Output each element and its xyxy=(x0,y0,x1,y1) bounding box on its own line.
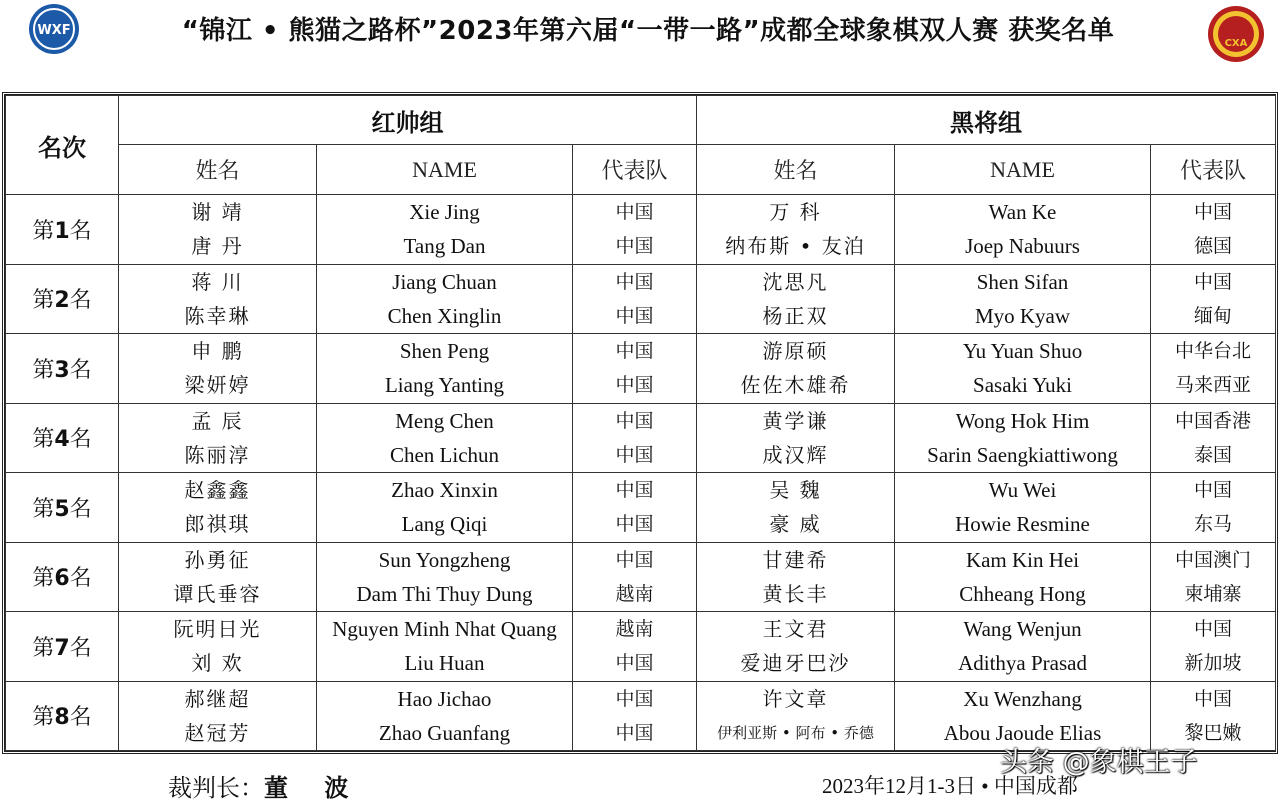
table-row xyxy=(6,473,1276,543)
red-team-cell xyxy=(573,334,697,404)
referee-name: 董 波 xyxy=(264,773,363,802)
black-team-cell xyxy=(1151,473,1276,543)
table-row xyxy=(6,612,1276,682)
black-player-team: 德国 xyxy=(1194,235,1233,258)
black-cn-cell xyxy=(697,542,895,612)
black-player-cn: 伊利亚斯 • 阿布 • 乔德 xyxy=(717,723,874,742)
rank-number: 6 xyxy=(54,566,70,592)
rank-cell xyxy=(6,403,119,473)
red-team-cell xyxy=(573,403,697,473)
red-player-en: Nguyen Minh Nhat Quang xyxy=(332,617,557,642)
rank-cell xyxy=(6,334,119,404)
rank-number: 8 xyxy=(54,705,70,731)
rank-cell xyxy=(6,612,119,682)
red-player-team: 中国 xyxy=(615,687,654,710)
rank-number: 4 xyxy=(54,427,70,453)
red-name-en-header: NAME xyxy=(317,145,573,195)
black-en-cell xyxy=(895,473,1151,543)
black-player-en: Wu Wei xyxy=(988,478,1057,503)
black-player-cn: 纳布斯 • 友泊 xyxy=(725,234,866,259)
black-team-cell xyxy=(1151,264,1276,334)
rank-suffix: 名 xyxy=(69,496,92,522)
black-player-team: 中国 xyxy=(1194,479,1233,502)
red-player-team: 中国 xyxy=(615,270,654,293)
black-team-cell xyxy=(1151,612,1276,682)
black-player-cn: 杨正双 xyxy=(762,303,829,328)
rank-prefix: 第 xyxy=(32,427,55,453)
red-player-en: Dam Thi Thuy Dung xyxy=(356,581,533,606)
black-team-header: 代表队 xyxy=(1151,145,1276,195)
black-player-team: 中国 xyxy=(1194,618,1233,641)
red-player-cn: 陈丽淳 xyxy=(184,442,251,467)
black-name-cn-header: 姓名 xyxy=(697,145,895,195)
red-en-cell xyxy=(317,542,573,612)
black-player-cn: 万 科 xyxy=(769,200,822,225)
red-player-cn: 谢 靖 xyxy=(191,200,244,225)
wxf-logo xyxy=(24,3,82,55)
black-player-cn: 王文君 xyxy=(762,617,829,642)
black-team-cell xyxy=(1151,403,1276,473)
black-player-en: Sasaki Yuki xyxy=(973,373,1072,398)
awards-table-body xyxy=(6,195,1276,751)
black-player-en: Adithya Prasad xyxy=(958,651,1087,676)
red-player-cn: 陈幸琳 xyxy=(184,303,251,328)
red-player-cn: 阮明日光 xyxy=(173,617,262,642)
red-player-en: Liang Yanting xyxy=(384,373,504,398)
red-player-en: Liu Huan xyxy=(404,651,485,676)
red-player-cn: 申 鹏 xyxy=(191,339,244,364)
table-row xyxy=(6,542,1276,612)
red-player-cn: 唐 丹 xyxy=(191,234,244,259)
red-group-header: 红帅组 xyxy=(119,96,697,145)
red-cn-cell xyxy=(119,403,317,473)
black-player-en: Xu Wenzhang xyxy=(963,686,1082,711)
black-player-cn: 甘建希 xyxy=(762,547,829,572)
black-cn-cell xyxy=(697,681,895,751)
red-player-cn: 赵冠芳 xyxy=(184,720,251,745)
red-team-cell xyxy=(573,612,697,682)
red-cn-cell xyxy=(119,681,317,751)
table-row xyxy=(6,264,1276,334)
black-en-cell xyxy=(895,612,1151,682)
red-en-cell xyxy=(317,195,573,265)
black-team-cell xyxy=(1151,542,1276,612)
black-en-cell xyxy=(895,542,1151,612)
red-player-en: Zhao Guanfang xyxy=(378,720,511,745)
black-cn-cell xyxy=(697,403,895,473)
red-en-cell xyxy=(317,403,573,473)
rank-suffix: 名 xyxy=(69,566,92,592)
black-cn-cell xyxy=(697,473,895,543)
red-player-cn: 赵鑫鑫 xyxy=(184,478,251,503)
rank-cell xyxy=(6,542,119,612)
red-en-cell xyxy=(317,681,573,751)
black-team-cell xyxy=(1151,334,1276,404)
red-player-en: Hao Jichao xyxy=(397,686,492,711)
black-player-en: Joep Nabuurs xyxy=(965,234,1080,259)
red-player-cn: 谭氏垂容 xyxy=(173,581,262,606)
red-team-cell xyxy=(573,542,697,612)
rank-cell xyxy=(6,473,119,543)
black-player-en: Kam Kin Hei xyxy=(965,547,1080,572)
black-player-cn: 佐佐木雄希 xyxy=(740,373,851,398)
red-en-cell xyxy=(317,473,573,543)
red-cn-cell xyxy=(119,612,317,682)
black-player-cn: 成汉辉 xyxy=(762,442,829,467)
red-cn-cell xyxy=(119,542,317,612)
black-cn-cell xyxy=(697,195,895,265)
red-cn-cell xyxy=(119,195,317,265)
rank-prefix: 第 xyxy=(32,357,55,383)
black-player-en: Wong Hok Him xyxy=(955,408,1090,433)
red-team-cell xyxy=(573,473,697,543)
red-player-team: 中国 xyxy=(615,548,654,571)
rank-number: 7 xyxy=(54,635,70,661)
rank-suffix: 名 xyxy=(69,218,92,244)
red-player-en: Sun Yongzheng xyxy=(378,547,511,572)
red-player-team: 中国 xyxy=(615,340,654,363)
black-name-en-header: NAME xyxy=(895,145,1151,195)
watermark: 头条 @象棋王子 xyxy=(1000,747,1198,778)
black-en-cell xyxy=(895,195,1151,265)
black-player-cn: 黄长丰 xyxy=(762,581,829,606)
rank-suffix: 名 xyxy=(69,288,92,314)
black-en-cell xyxy=(895,334,1151,404)
black-player-en: Howie Resmine xyxy=(955,512,1090,537)
black-player-en: Yu Yuan Shuo xyxy=(962,339,1083,364)
red-player-team: 越南 xyxy=(615,582,654,605)
table-row xyxy=(6,334,1276,404)
red-player-team: 中国 xyxy=(615,374,654,397)
black-player-team: 东马 xyxy=(1194,513,1233,536)
black-player-en: Myo Kyaw xyxy=(974,303,1071,328)
red-player-cn: 梁妍婷 xyxy=(184,373,251,398)
red-cn-cell xyxy=(119,264,317,334)
black-player-en: Shen Sifan xyxy=(976,269,1069,294)
rank-cell xyxy=(6,681,119,751)
red-player-team: 中国 xyxy=(615,304,654,327)
red-en-cell xyxy=(317,264,573,334)
red-player-team: 中国 xyxy=(615,479,654,502)
red-team-cell xyxy=(573,681,697,751)
black-player-team: 泰国 xyxy=(1194,443,1233,466)
black-player-team: 黎巴嫩 xyxy=(1184,721,1242,744)
red-player-en: Tang Dan xyxy=(403,234,486,259)
red-player-team: 中国 xyxy=(615,721,654,744)
rank-number: 1 xyxy=(54,218,70,244)
rank-prefix: 第 xyxy=(32,218,55,244)
red-player-cn: 蒋 川 xyxy=(191,269,244,294)
red-player-cn: 郎祺琪 xyxy=(184,512,251,537)
red-cn-cell xyxy=(119,473,317,543)
rank-number: 5 xyxy=(54,496,70,522)
table-row xyxy=(6,195,1276,265)
rank-prefix: 第 xyxy=(32,566,55,592)
black-en-cell xyxy=(895,264,1151,334)
rank-prefix: 第 xyxy=(32,288,55,314)
red-player-team: 中国 xyxy=(615,235,654,258)
cxa-logo xyxy=(1205,4,1267,64)
rank-header: 名次 xyxy=(6,96,119,195)
rank-suffix: 名 xyxy=(69,635,92,661)
black-player-team: 缅甸 xyxy=(1194,304,1233,327)
red-player-team: 中国 xyxy=(615,652,654,675)
black-player-cn: 许文章 xyxy=(762,686,829,711)
red-player-team: 中国 xyxy=(615,513,654,536)
rank-suffix: 名 xyxy=(69,427,92,453)
red-player-team: 越南 xyxy=(615,618,654,641)
rank-number: 2 xyxy=(54,288,70,314)
black-cn-cell xyxy=(697,264,895,334)
black-player-cn: 爱迪牙巴沙 xyxy=(740,651,851,676)
wxf-logo-text: WXF xyxy=(37,23,71,38)
rank-cell xyxy=(6,195,119,265)
black-player-cn: 豪 威 xyxy=(769,512,822,537)
rank-number: 3 xyxy=(54,357,70,383)
black-en-cell xyxy=(895,403,1151,473)
red-en-cell xyxy=(317,612,573,682)
rank-prefix: 第 xyxy=(32,705,55,731)
black-player-team: 马来西亚 xyxy=(1175,374,1252,397)
black-player-cn: 游原硕 xyxy=(762,339,829,364)
rank-suffix: 名 xyxy=(69,357,92,383)
black-player-en: Sarin Saengkiattiwong xyxy=(927,442,1118,467)
red-team-cell xyxy=(573,195,697,265)
red-player-team: 中国 xyxy=(615,201,654,224)
black-team-cell xyxy=(1151,195,1276,265)
black-player-team: 新加坡 xyxy=(1184,652,1242,675)
black-player-team: 中国澳门 xyxy=(1175,548,1252,571)
red-player-en: Xie Jing xyxy=(409,200,480,225)
rank-suffix: 名 xyxy=(69,705,92,731)
black-group-header: 黑将组 xyxy=(697,96,1276,145)
black-player-en: Wang Wenjun xyxy=(963,617,1082,642)
black-cn-cell xyxy=(697,612,895,682)
red-player-team: 中国 xyxy=(615,443,654,466)
red-player-en: Shen Peng xyxy=(399,339,490,364)
black-player-team: 柬埔寨 xyxy=(1184,582,1242,605)
red-player-en: Chen Lichun xyxy=(389,442,500,467)
red-player-team: 中国 xyxy=(615,409,654,432)
red-player-cn: 郝继超 xyxy=(184,686,251,711)
date-place: 2023年12月1-3日 • 中国成都 xyxy=(822,774,1078,798)
red-player-cn: 孟 辰 xyxy=(191,408,244,433)
red-player-en: Meng Chen xyxy=(395,408,494,433)
black-player-en: Abou Jaoude Elias xyxy=(943,720,1102,745)
referee-line xyxy=(168,768,362,803)
red-player-cn: 刘 欢 xyxy=(191,651,244,676)
black-player-team: 中国 xyxy=(1194,201,1233,224)
black-player-cn: 黄学谦 xyxy=(762,408,829,433)
red-name-cn-header: 姓名 xyxy=(119,145,317,195)
red-team-header: 代表队 xyxy=(573,145,697,195)
red-player-cn: 孙勇征 xyxy=(184,547,251,572)
rank-cell xyxy=(6,264,119,334)
page-title: “锦江 • 熊猫之路杯”2023年第六届“一带一路”成都全球象棋双人赛 获奖名单 xyxy=(181,16,1115,46)
red-en-cell xyxy=(317,334,573,404)
black-cn-cell xyxy=(697,334,895,404)
red-cn-cell xyxy=(119,334,317,404)
black-player-team: 中国 xyxy=(1194,687,1233,710)
black-player-en: Wan Ke xyxy=(988,200,1057,225)
rank-prefix: 第 xyxy=(32,496,55,522)
red-player-en: Jiang Chuan xyxy=(392,269,497,294)
red-player-en: Chen Xinglin xyxy=(387,303,502,328)
red-team-cell xyxy=(573,264,697,334)
black-player-team: 中国香港 xyxy=(1175,409,1252,432)
black-player-team: 中国 xyxy=(1194,270,1233,293)
red-player-en: Zhao Xinxin xyxy=(391,478,498,503)
referee-label: 裁判长： xyxy=(168,774,264,802)
black-player-team: 中华台北 xyxy=(1175,340,1252,363)
black-player-cn: 沈思凡 xyxy=(762,269,829,294)
table-row xyxy=(6,403,1276,473)
red-player-en: Lang Qiqi xyxy=(401,512,488,537)
black-player-en: Chheang Hong xyxy=(959,581,1086,606)
cxa-logo-text: CXA xyxy=(1224,38,1248,49)
awards-table xyxy=(5,95,1276,751)
black-player-cn: 吴 魏 xyxy=(769,478,822,503)
rank-prefix: 第 xyxy=(32,635,55,661)
